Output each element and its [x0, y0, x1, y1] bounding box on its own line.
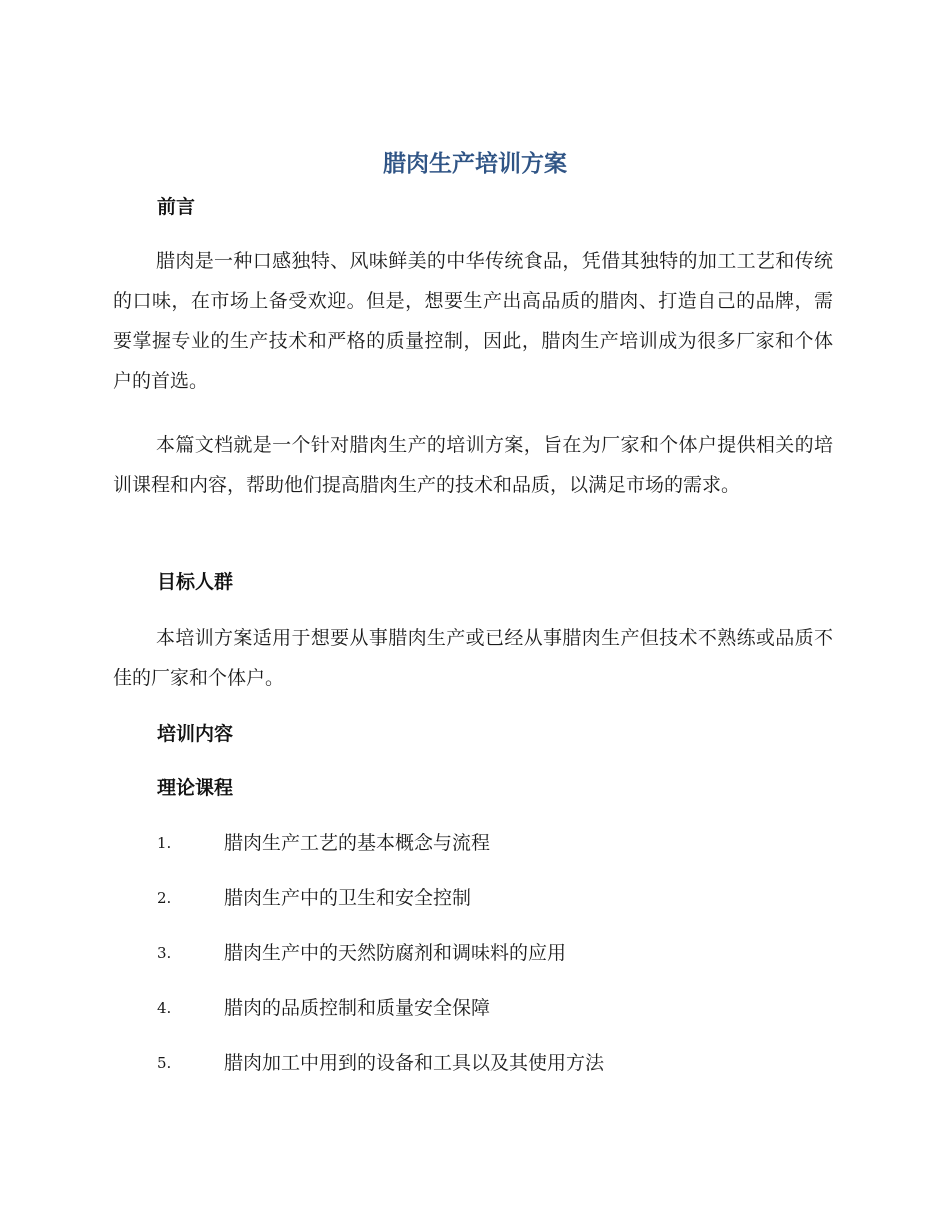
heading-theory-courses: 理论课程: [157, 777, 234, 799]
preface-paragraph-1: 腊肉是一种口感独特、风味鲜美的中华传统食品，凭借其独特的加工工艺和传统的口味，在市场上备受欢迎。但是，想要生产出高品质的腊肉、打造自己的品牌，需要掌握专业的生产技术和严格的质量控制，因此，腊肉生产培训成为很多厂家和个体户的首选。: [113, 250, 833, 392]
list-item: [157, 828, 490, 858]
list-item-number: 1.: [157, 834, 172, 852]
list-item: [157, 1048, 604, 1078]
heading-training-content: 培训内容: [157, 723, 234, 745]
heading-target-audience: 目标人群: [157, 571, 234, 593]
list-item-number: 5.: [157, 1054, 172, 1072]
list-item-text: 腊肉生产中的天然防腐剂和调味料的应用: [224, 942, 567, 964]
list-item: [157, 938, 566, 968]
list-item-number: 2.: [157, 889, 172, 907]
list-item: [157, 883, 471, 913]
list-item-number: 4.: [157, 999, 172, 1017]
audience-paragraph: 本培训方案适用于想要从事腊肉生产或已经从事腊肉生产但技术不熟练或品质不佳的厂家和个体户。: [113, 627, 833, 689]
list-item-text: 腊肉生产工艺的基本概念与流程: [224, 832, 491, 854]
list-item-text: 腊肉生产中的卫生和安全控制: [224, 887, 472, 909]
list-item-text: 腊肉加工中用到的设备和工具以及其使用方法: [224, 1052, 605, 1074]
heading-preface: 前言: [157, 196, 196, 218]
document-title: 腊肉生产培训方案: [383, 151, 567, 177]
list-item: [157, 993, 490, 1023]
preface-paragraph-2: 本篇文档就是一个针对腊肉生产的培训方案，旨在为厂家和个体户提供相关的培训课程和内容，帮助他们提高腊肉生产的技术和品质，以满足市场的需求。: [113, 434, 833, 496]
list-item-text: 腊肉的品质控制和质量安全保障: [224, 997, 491, 1019]
list-item-number: 3.: [157, 944, 172, 962]
